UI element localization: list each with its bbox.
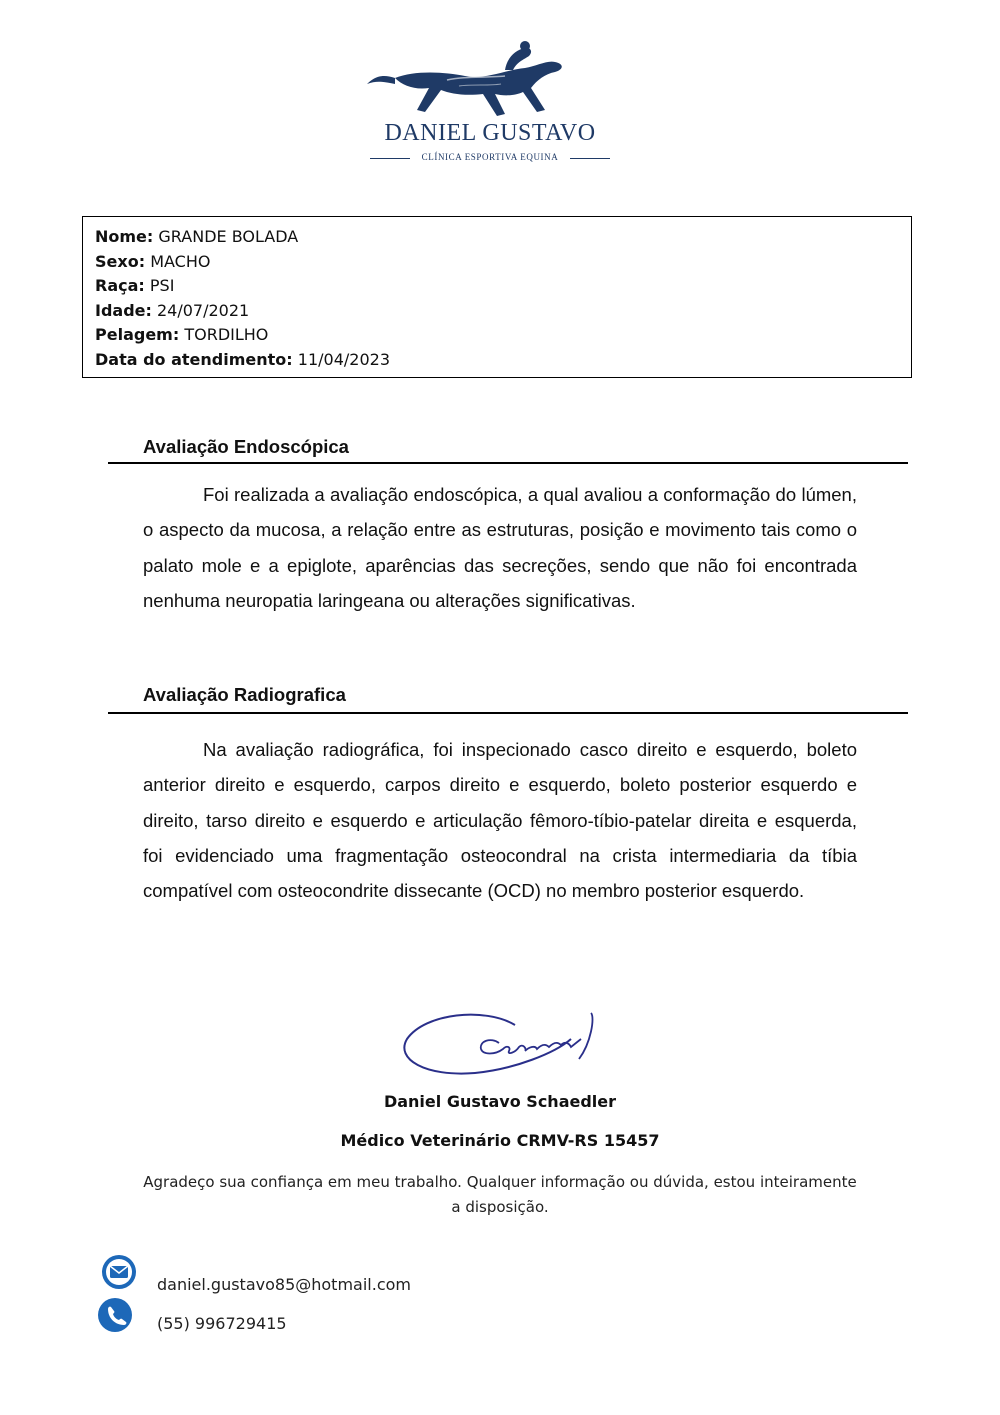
patient-name-row xyxy=(95,225,899,250)
thanks-note: Agradeço sua confiança em meu trabalho. Qualquer informação ou dúvida, estou inteiramente a disposição. xyxy=(143,1173,857,1216)
patient-info-box xyxy=(82,216,912,378)
patient-date-label: Data do atendimento: xyxy=(95,349,293,369)
signatory-name: Daniel Gustavo Schaedler xyxy=(383,1092,617,1111)
patient-sex-row xyxy=(95,250,899,275)
patient-age-label: Idade: xyxy=(95,300,152,320)
section-divider-radiography xyxy=(108,712,908,714)
patient-breed-label: Raça: xyxy=(95,276,145,295)
section-title-radiography: Avaliação Radiografica xyxy=(143,684,346,705)
patient-coat-row xyxy=(95,323,899,348)
handwritten-signature-icon xyxy=(395,1003,610,1083)
email-icon xyxy=(95,1252,139,1292)
patient-sex-label: Sexo: xyxy=(95,251,146,271)
patient-age-row xyxy=(95,299,899,324)
patient-name-label: Nome: xyxy=(95,227,154,246)
contact-email: daniel.gustavo85@hotmail.com xyxy=(157,1275,411,1294)
patient-name-value: GRANDE BOLADA xyxy=(158,227,299,246)
patient-coat-label: Pelagem: xyxy=(95,325,180,344)
section-title-endoscopy: Avaliação Endoscópica xyxy=(143,436,349,457)
logo-divider-right xyxy=(570,158,610,159)
patient-age-value: 24/07/2021 xyxy=(157,300,250,320)
patient-date-value: 11/04/2023 xyxy=(297,349,390,369)
logo-subtitle: CLÍNICA ESPORTIVA EQUINA xyxy=(421,152,559,162)
contact-phone: (55) 996729415 xyxy=(157,1314,287,1333)
phone-icon xyxy=(95,1295,139,1335)
section-text-endoscopy: Foi realizada a avaliação endoscópica, a qual avaliou a conformação do lúmen, o aspecto da mucosa, a relação entre as estruturas, posição e movimento tais como o palato mole e a epiglote, aparências das secreções, sendo que não foi encontrada nenhuma neuropatia laringeana ou alterações significativas. xyxy=(143,484,857,611)
patient-breed-row xyxy=(95,274,899,299)
racehorse-jockey-logo-icon xyxy=(355,40,625,120)
logo-name: DANIEL GUSTAVO xyxy=(384,120,596,146)
clinic-logo xyxy=(355,40,625,165)
patient-breed-value: PSI xyxy=(149,276,175,295)
signatory-title: Médico Veterinário CRMV-RS 15457 xyxy=(340,1131,660,1150)
patient-coat-value: TORDILHO xyxy=(184,325,269,344)
patient-date-row xyxy=(95,348,899,373)
section-divider-endoscopy xyxy=(108,462,908,464)
section-text-radiography: Na avaliação radiográfica, foi inspecionado casco direito e esquerdo, boleto anterior direito e esquerdo, carpos direito e esquerdo, boleto posterior esquerdo e direito, tarso direito e esquerdo e articulação fêmoro-tíbio-patelar direita e esquerda, foi evidenciado uma fragmentação osteocondral na crista intermediaria da tíbia compatível com osteocondrite dissecante (OCD) no membro posterior esquerdo. xyxy=(143,739,857,902)
patient-sex-value: MACHO xyxy=(150,251,211,271)
